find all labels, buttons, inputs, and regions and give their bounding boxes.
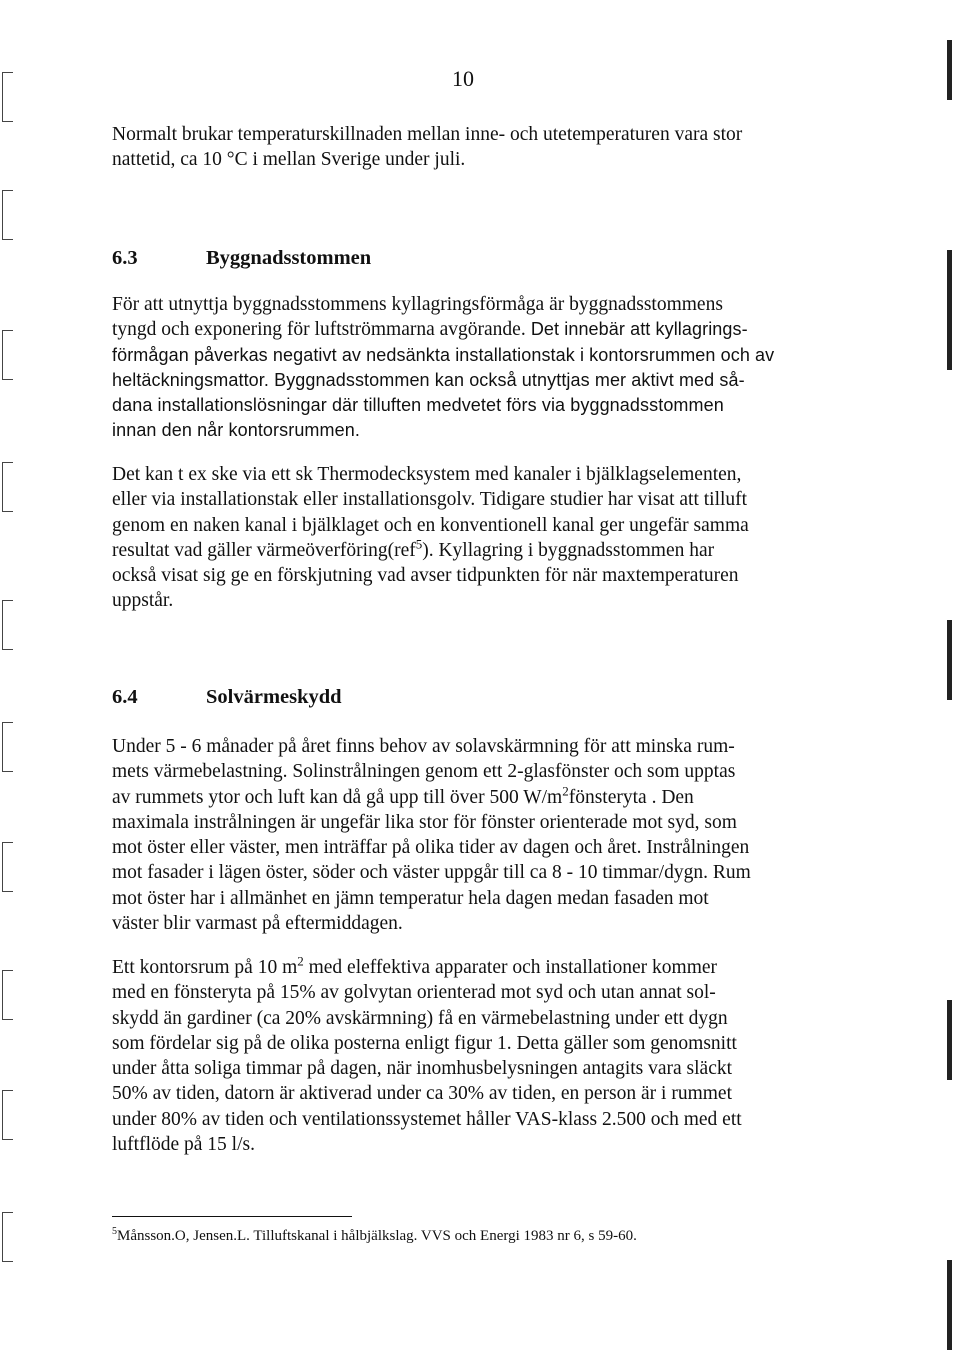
text-line: förmågan påverkas negativt av nedsänkta installationstak i kontorsrummen och av	[112, 344, 775, 365]
text-line: uppstår.	[112, 590, 174, 612]
text-fragment: Ett kontorsrum på 10 m	[112, 957, 298, 978]
text-fragment: ). Kyllagring i byggnadsstommen har	[422, 539, 715, 561]
text-line: Normalt brukar temperaturskillnaden mellan inne- och utetemperaturen vara stor	[112, 124, 743, 145]
text-fragment: Det innebär att kyllagrings-	[525, 319, 748, 340]
text-line: under 80% av tiden och ventilationssystemet håller VAS-klass 2.500 och med ett	[112, 1108, 742, 1130]
text-line: dana installationslösningar där tilluften medvetet förs via byggnadsstommen	[112, 395, 724, 416]
section-heading-6-4	[112, 686, 342, 709]
text-line	[112, 785, 751, 810]
text-line: väster blir varmast på eftermiddagen.	[112, 913, 403, 935]
text-fragment: heltäckningsmattor.	[112, 369, 269, 390]
text-line: maximala instrålningen är ungefär lika stor för fönster orienterade mot syd, som	[112, 811, 737, 833]
text-line	[112, 368, 774, 393]
footnote-text: Månsson.O, Jensen.L. Tilluftskanal i hålbjälkslag. VVS och Energi 1983 nr 6, s 59-60.	[117, 1228, 637, 1244]
text-fragment: med eleffektiva apparater och installationer kommer	[303, 957, 718, 978]
text-line: Det kan t ex ske via ett sk Thermodecksystem med kanaler i bjälklagselementen,	[112, 464, 742, 485]
superscript: 2	[297, 953, 304, 969]
text-line: som fördelar sig på de olika posterna enligt figur 1. Detta gäller som genomsnitt	[112, 1032, 737, 1054]
text-line: genom en naken kanal i bjälklaget och en konventionell kanal ger ungefär samma	[112, 514, 749, 536]
text-line: nattetid, ca 10 °C i mellan Sverige under juli.	[112, 149, 466, 171]
text-line: också visat sig ge en förskjutning vad avser tidpunkten för när maxtemperaturen	[112, 565, 739, 587]
text-fragment: resultat vad gäller värmeöverföring(ref	[112, 539, 416, 561]
paragraph-6-3-2	[112, 462, 749, 614]
text-line: med en fönsteryta på 15% av golvytan orienterad mot syd och utan annat sol-	[112, 982, 716, 1004]
text-line: mot fasader i lägen öster, söder och väster uppgår till ca 8 - 10 timmar/dygn. Rum	[112, 862, 751, 884]
intro-paragraph	[112, 122, 742, 173]
text-line	[112, 955, 742, 980]
page-number: 10	[452, 66, 474, 91]
text-line: mot öster har i allmänhet en jämn temperatur hela dagen medan fasaden mot	[112, 887, 709, 909]
paragraph-6-3-1	[112, 292, 774, 444]
footnote-ref: 5	[415, 536, 423, 552]
paragraph-6-4-2	[112, 955, 742, 1157]
text-fragment: tyngd och exponering för luftströmmarna avgörande.	[112, 319, 526, 341]
section-title: Solvärmeskydd	[206, 686, 342, 708]
text-fragment: av rummets ytor och luft kan då gå upp till över 500 W/m	[112, 786, 563, 808]
text-line: mot öster eller väster, men inträffar på olika tider av dagen och året. Instrålningen	[112, 837, 750, 859]
text-line: För att utnyttja byggnadsstommens kyllagringsförmåga är byggnadsstommens	[112, 294, 723, 315]
text-line: skydd än gardiner (ca 20% avskärmning) få en värmebelastning under ett dygn	[112, 1007, 728, 1029]
text-line: mets värmebelastning. Solinstrålningen genom ett 2-glasfönster och som upptas	[112, 761, 736, 783]
text-line: eller via installationstak eller installationsgolv. Tidigare studier har visat att tilluft	[112, 489, 748, 511]
text-line: under åtta soliga timmar på dagen, när inomhusbelysningen antagits vara släckt	[112, 1058, 733, 1080]
text-line: innan den når kontorsrummen.	[112, 420, 360, 441]
superscript: 2	[562, 783, 569, 799]
footnote-rule	[112, 1216, 352, 1217]
text-line	[112, 538, 749, 563]
paragraph-6-4-1	[112, 734, 751, 936]
text-fragment: fönsteryta . Den	[568, 786, 694, 808]
section-number: 6.3	[112, 247, 138, 269]
text-line: Under 5 - 6 månader på året finns behov av solavskärmning för att minska rum-	[112, 736, 735, 757]
section-title: Byggnadsstommen	[206, 247, 372, 269]
section-number: 6.4	[112, 686, 138, 708]
text-line: 50% av tiden, datorn är aktiverad under ca 30% av tiden, en person är i rummet	[112, 1083, 732, 1105]
section-heading-6-3	[112, 247, 371, 270]
text-fragment: Byggnadsstommen kan också utnyttjas mer aktivt med så-	[268, 369, 745, 390]
text-line: luftflöde på 15 l/s.	[112, 1134, 255, 1156]
footnote-marker: 5	[112, 1226, 117, 1237]
text-line	[112, 317, 774, 342]
footnote	[112, 1228, 637, 1245]
